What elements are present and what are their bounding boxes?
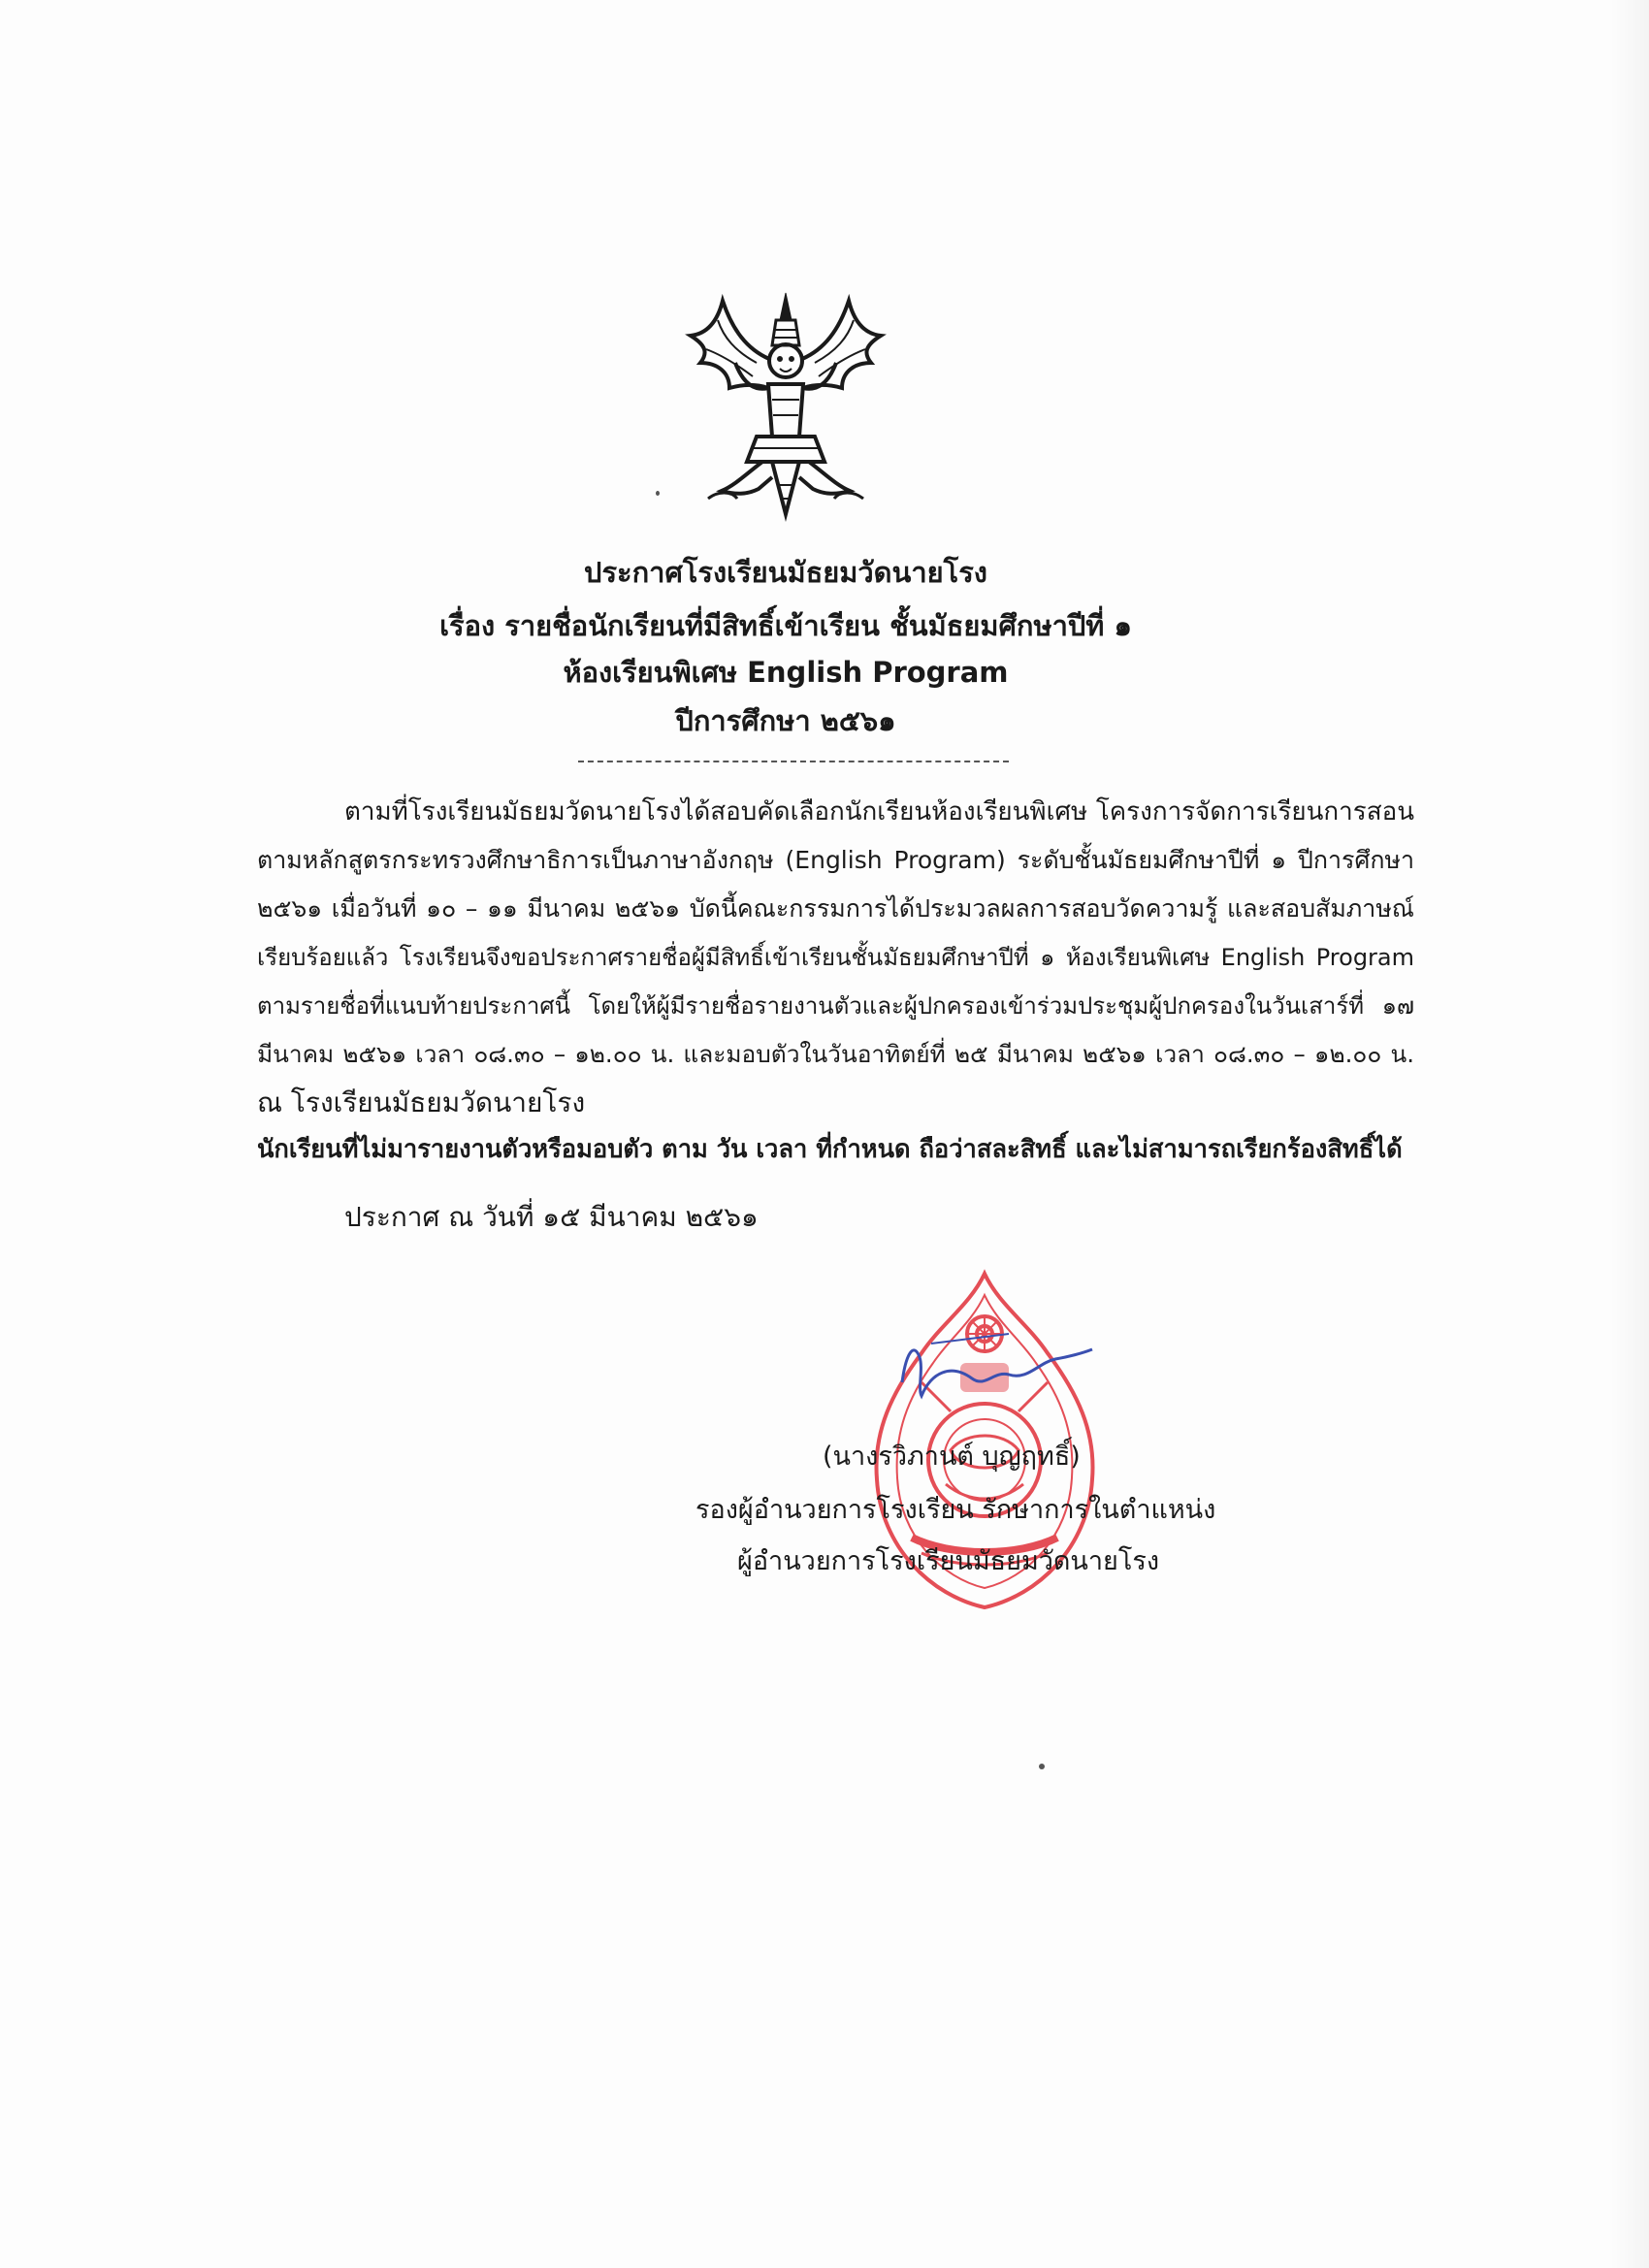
signatory-position-acting: ผู้อำนวยการโรงเรียนมัธยมวัดนายโรง [737,1546,1160,1576]
bold-notice: นักเรียนที่ไม่มารายงานตัวหรือมอบตัว ตาม วัน เวลา ที่กำหนด ถือว่าสละสิทธิ์ และไม่สามารถเรียกร้องสิทธิ์ได้ [257,1135,1403,1164]
body-line: ณ โรงเรียนมัธยมวัดนายโรง [257,1086,586,1118]
title-divider [578,761,1009,762]
announcement-title: ประกาศโรงเรียนมัธยมวัดนายโรง [584,556,987,589]
garuda-emblem-icon [679,291,892,524]
signatory-name: (นางรวิภานต์ บุญฤทธิ์) [823,1442,1081,1472]
page-edge-shadow [1610,0,1649,2268]
signatory-position: รองผู้อำนวยการโรงเรียน รักษาการในตำแหน่ง [695,1495,1216,1525]
body-line: ตามหลักสูตรกระทรวงศึกษาธิการเป็นภาษาอังกฤษ (English Program) ระดับชั้นมัธยมศึกษาปีที่ ๑ ปีการศึกษา [257,846,1414,874]
announcement-date: ประกาศ ณ วันที่ ๑๕ มีนาคม ๒๕๖๑ [344,1201,759,1233]
body-line: ๒๕๖๑ เมื่อวันที่ ๑๐ – ๑๑ มีนาคม ๒๕๖๑ บัดนี้คณะกรรมการได้ประมวลผลการสอบวัดความรู้ และสอบสัมภาษณ์ [257,894,1414,923]
body-line: เรียบร้อยแล้ว โรงเรียนจึงขอประกาศรายชื่อผู้มีสิทธิ์เข้าเรียนชั้นมัธยมศึกษาปีที่ ๑ ห้องเรียนพิเศษ English Program [257,944,1414,971]
body-line: มีนาคม ๒๕๖๑ เวลา ๐๘.๓๐ – ๑๒.๐๐ น. และมอบตัวในวันอาทิตย์ที่ ๒๕ มีนาคม ๒๕๖๑ เวลา ๐๘.๓๐ – ๑๒.๐๐ น. [257,1040,1414,1068]
body-line: ตามที่โรงเรียนมัธยมวัดนายโรงได้สอบคัดเลือกนักเรียนห้องเรียนพิเศษ โครงการจัดการเรียนการสอน [344,797,1414,826]
announcement-subject: เรื่อง รายชื่อนักเรียนที่มีสิทธิ์เข้าเรียน ชั้นมัธยมศึกษาปีที่ ๑ [439,609,1132,642]
announcement-academic-year: ปีการศึกษา ๒๕๖๑ [675,704,896,737]
handwritten-signature-icon [892,1324,1096,1411]
body-line: ตามรายชื่อที่แนบท้ายประกาศนี้ โดยให้ผู้มีรายชื่อรายงานตัวและผู้ปกครองเข้าร่วมประชุมผู้ปกครองในวันเสาร์ที่ ๑๗ [257,992,1414,1020]
paper-speck [1039,1764,1045,1769]
announcement-program: ห้องเรียนพิเศษ English Program [563,656,1009,689]
paper-speck [656,491,660,496]
